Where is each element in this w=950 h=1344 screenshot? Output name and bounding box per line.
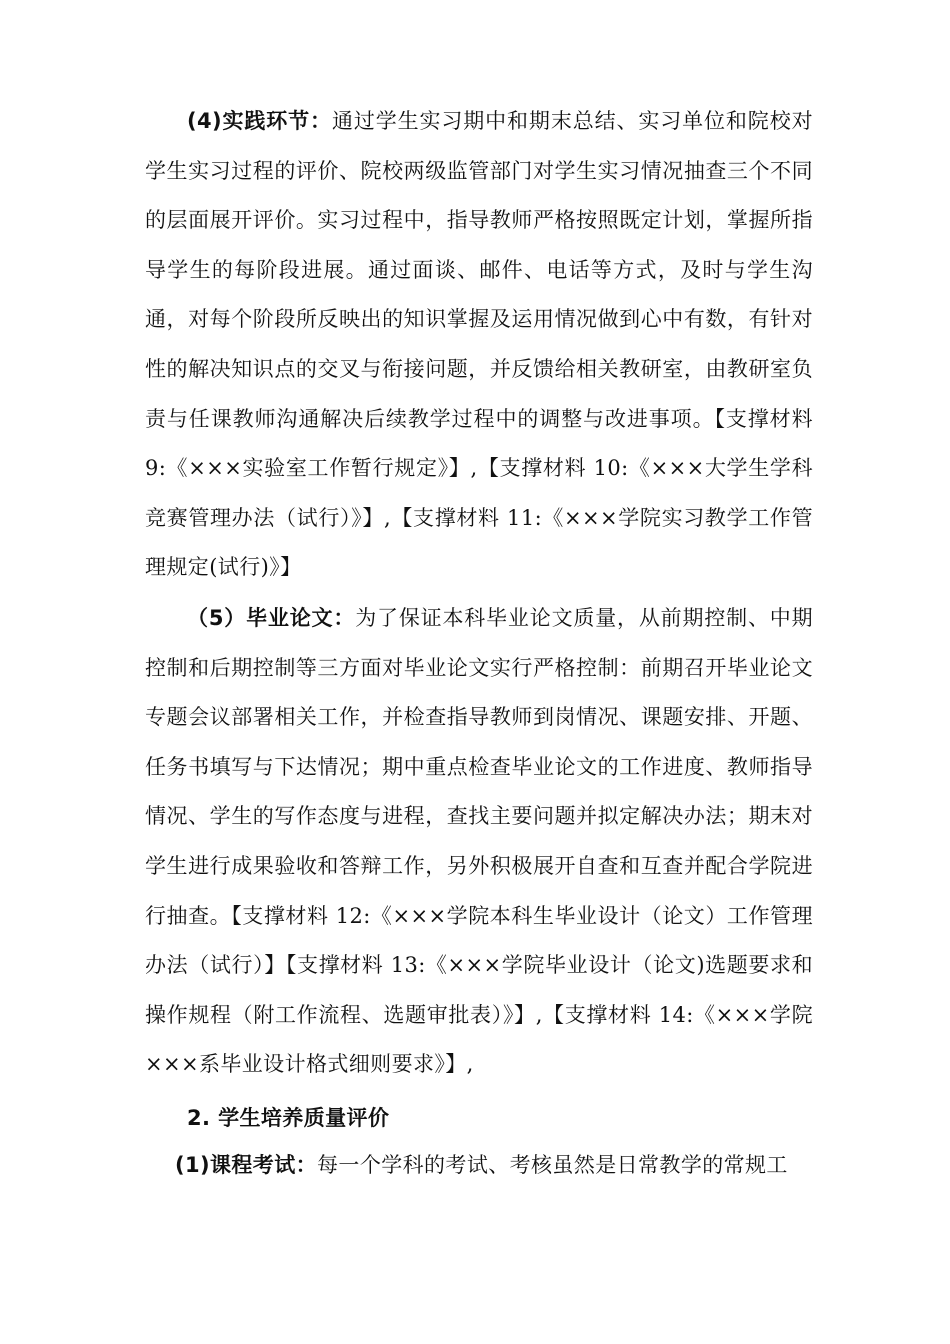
paragraph-practice — [145, 97, 813, 593]
practice-label: (4)实践环节： — [187, 109, 332, 133]
exam-body: 每一个学科的考试、考核虽然是日常教学的常规工 — [317, 1153, 788, 1177]
practice-body: 通过学生实习期中和期末总结、实习单位和院校对学生实习过程的评价、院校两级监管部门对学生实习情况抽查三个不同的层面展开评价。实习过程中，指导教师严格按照既定计划，掌握所指导学生的每阶段进展。通过面谈、邮件、电话等方式，及时与学生沟通，对每个阶段所反映出的知识掌握及运用情况做到心中有数，有针对性的解决知识点的交叉与衔接问题，并反馈给相关教研室，由教研室负责与任课教师沟通解决后续教学过程中的调整与改进事项。【支撑材料 9:《×××实验室工作暂行规定》】,【支撑材料 10:《×××大学生学科竞赛管理办法（试行）》】,【支撑材料 11:《×××学院实习教学工作管理规定(试行)》】 — [145, 109, 813, 580]
paragraph-exam — [145, 1141, 813, 1191]
section-heading-quality: 2. 学生培养质量评价 — [187, 1106, 390, 1130]
thesis-label: （5）毕业论文： — [187, 606, 356, 630]
thesis-body: 为了保证本科毕业论文质量，从前期控制、中期控制和后期控制等三方面对毕业论文实行严格控制：前期召开毕业论文专题会议部署相关工作，并检查指导教师到岗情况、课题安排、开题、任务书填写与下达情况；期中重点检查毕业论文的工作进度、教师指导情况、学生的写作态度与进程，查找主要问题并拟定解决办法；期末对学生进行成果验收和答辩工作，另外积极展开自查和互查并配合学院进行抽查。【支撑材料 12:《×××学院本科生毕业设计（论文）工作管理办法（试行）】【支撑材料 13:《×××学院毕业设计（论文)选题要求和操作规程（附工作流程、选题审批表）》】,【支撑材料 14:《×××学院×××系毕业设计格式细则要求》】, — [145, 606, 814, 1077]
paragraph-thesis — [145, 594, 813, 1090]
exam-label: (1)课程考试： — [175, 1153, 318, 1177]
